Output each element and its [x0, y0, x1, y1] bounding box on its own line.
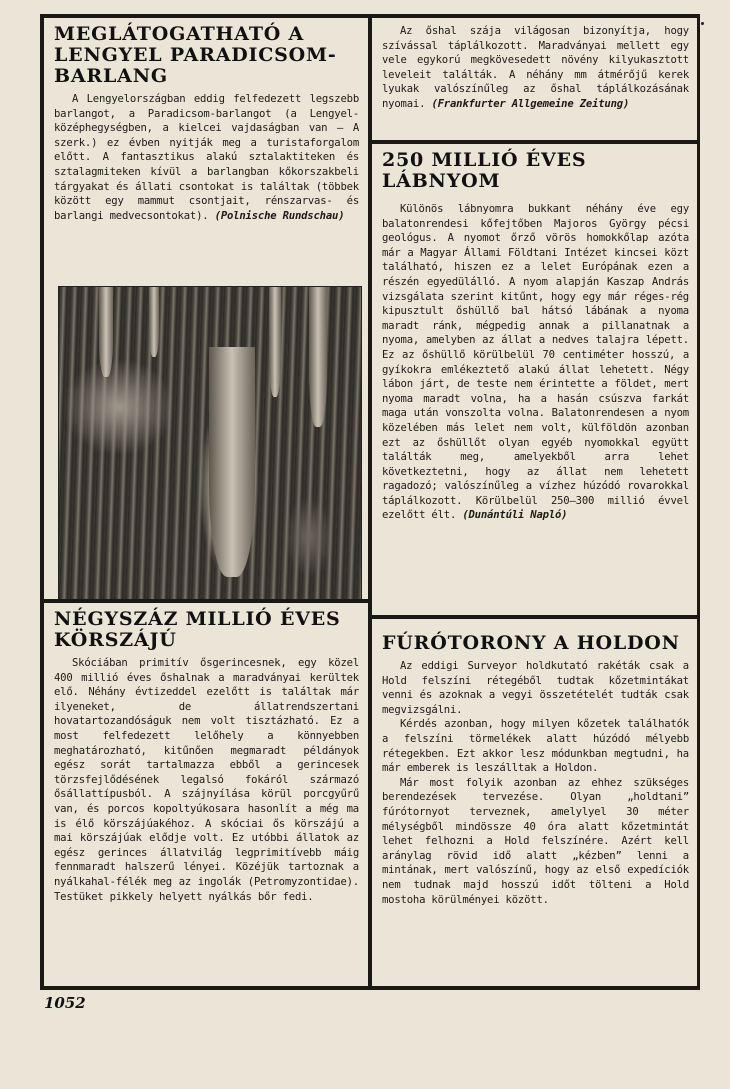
cave-photo — [58, 286, 362, 600]
article-paragraph: Az eddigi Surveyor holdkutató rakéták csak a Hold felszíni rétegéből tudtak kőzetmintákat venni és azoknak a vegyi összetételét tudták csak megvizsgálni. — [382, 660, 689, 716]
article-text: Különös lábnyomra bukkant néhány éve egy balatonrendesi kőfejtőben Majoros György pécsi geológus. A nyomot őrző vörös homokkőlap azóta már a Magyar Állami Földtani Intézet kincsei közt található, hiszen ez a lelet Európának ezen a részén egyedülálló. A nyom alapján Kaszap András vizsgálata szerint kitűnt, hogy egy már réges-rég kipusztult őshüllő bal hátsó lábának a nyoma maradt ránk, mégpedig annak a pillanatnak a nyoma, amelyben az állat a nedves talajra lépett. Ez az őshüllő körülbelül 70 centiméter hosszú, a gyíkokra emlékeztető alakú állat lehetett. Négy lábon járt, de teste nem érintette a földet, mert nyoma maradt volna, ha a hasán csúszva farkát maga után vonszolta volna. Balatonrendesen a nyom közelében más lelet nem volt, külföldön azonban ezt az őshüllőt olyan egyéb nyomokkal együtt találták meg, amelyekből arra lehet következtetni, hogy az állat nem lehetett ragadozó; valószínűleg a vízhez húzódó rovarokkal táplálkozott. Körülbelül 250—300 millió évvel ezelőtt élt. — [382, 203, 689, 522]
article-body — [382, 24, 689, 112]
article-fish-continued — [370, 16, 700, 142]
stalactite-shape — [149, 287, 159, 357]
article-cave — [42, 16, 370, 601]
article-title: MEGLÁTOGATHATÓ A LENGYEL PARADICSOM-BARLANG — [54, 23, 337, 87]
article-source: (Polnische Rundschau) — [214, 209, 345, 222]
article-body — [54, 92, 359, 223]
article-source: (Frankfurter Allgemeine Zeitung) — [431, 97, 630, 110]
article-title: 250 MILLIÓ ÉVES LÁBNYOM — [382, 149, 587, 192]
ink-dot — [701, 22, 704, 25]
article-body — [382, 202, 689, 523]
stalactite-shape — [309, 287, 327, 427]
article-text: Skóciában primitív ősgerincesnek, egy közel 400 millió éves őshalnak a maradványai kerültek elő. Néhány évtizeddel ezelőtt is találtak már ilyeneket, de állatrendszertani hovatartozandóságuk nem volt tisztázható. Ez a most felfedezett lelőhely a könnyebben meghatározható, kitűnően megmaradt példányok egész sorát tartalmazza ebből a gerincesek törzsfejlődésének legalsó fokáról származó ősállattípusból. A szájnyílása körül porcgyűrű van, és porcos kopoltyúkosara hasonlít a még ma is élő körszájúakéhoz. A skóciai ős körszájú a mai körszájúak elődje volt. Ez utóbbi állatok az egész gerinces állatvilág legprimitívebb máig fennmaradt halszerű lényei. Közéjük tartoznak a nyálkahal-félék meg az ingolák (Petromyzontidae). Testüket pikkely helyett nyálkás bőr fedi. — [54, 657, 359, 903]
article-title: NÉGYSZÁZ MILLIÓ ÉVES KÖRSZÁJÚ — [54, 608, 341, 651]
article-text: Az őshal szája világosan bizonyítja, hogy szívással táplálkozott. Maradványai mellett egy vele egykorú megkövesedett növény kilyukasztott leveleit találták. A néhány mm átmérőjű kerek lyukak valószínűleg az őshal táplálkozásának nyomai. — [382, 25, 689, 110]
article-text: A Lengyelországban eddig felfedezett legszebb barlangot, a Paradicsom-barlangot (a Lengyel-középhegységben, a kielcei vajdaságban van — A szerk.) ez évben nyitják meg a turistaforgalom előtt. A fantasztikus alakú sztalaktiteken és sztalagmiteken kívül a barlangban kőkorszakbeli tárgyakat és állati csontokat is találtak (többek között egy mammut csontjait, rénszarvas- és barlangi medvecsontokat). — [54, 93, 359, 222]
stalactite-shape — [269, 287, 281, 397]
stalactite-shape — [99, 287, 113, 377]
article-drill — [370, 617, 700, 988]
article-footprint — [370, 142, 700, 617]
page-number: 1052 — [44, 994, 86, 1012]
article-body — [382, 659, 689, 907]
article-source: (Dunántúli Napló) — [462, 509, 568, 522]
article-fish — [42, 601, 370, 988]
article-paragraph: Kérdés azonban, hogy milyen kőzetek találhatók a felszíni törmelékek alatt húzódó mélyebb rétegekben. Ezt akkor lesz módunkban megtudni, ha már emberek is leszálltak a Holdon. — [382, 718, 689, 775]
stalagmite-shape — [209, 347, 255, 577]
article-body — [54, 656, 359, 904]
article-title: FÚRÓTORONY A HOLDON — [382, 632, 680, 654]
article-paragraph: Már most folyik azonban az ehhez szükséges berendezések tervezése. Olyan „holdtani” fúrótornyot terveznek, amelylyel 30 méter mélységből mindössze 40 óra alatt kőzetmintát lehet felhozni a Hold felszínére. Azért kell aránylag rövid idő alatt „kézben” lenni a mintának, mert valószínű, hogy az első expedíciók nem tudnak majd hosszú időt tölteni a Hold mostoha körülményei között. — [382, 776, 689, 906]
